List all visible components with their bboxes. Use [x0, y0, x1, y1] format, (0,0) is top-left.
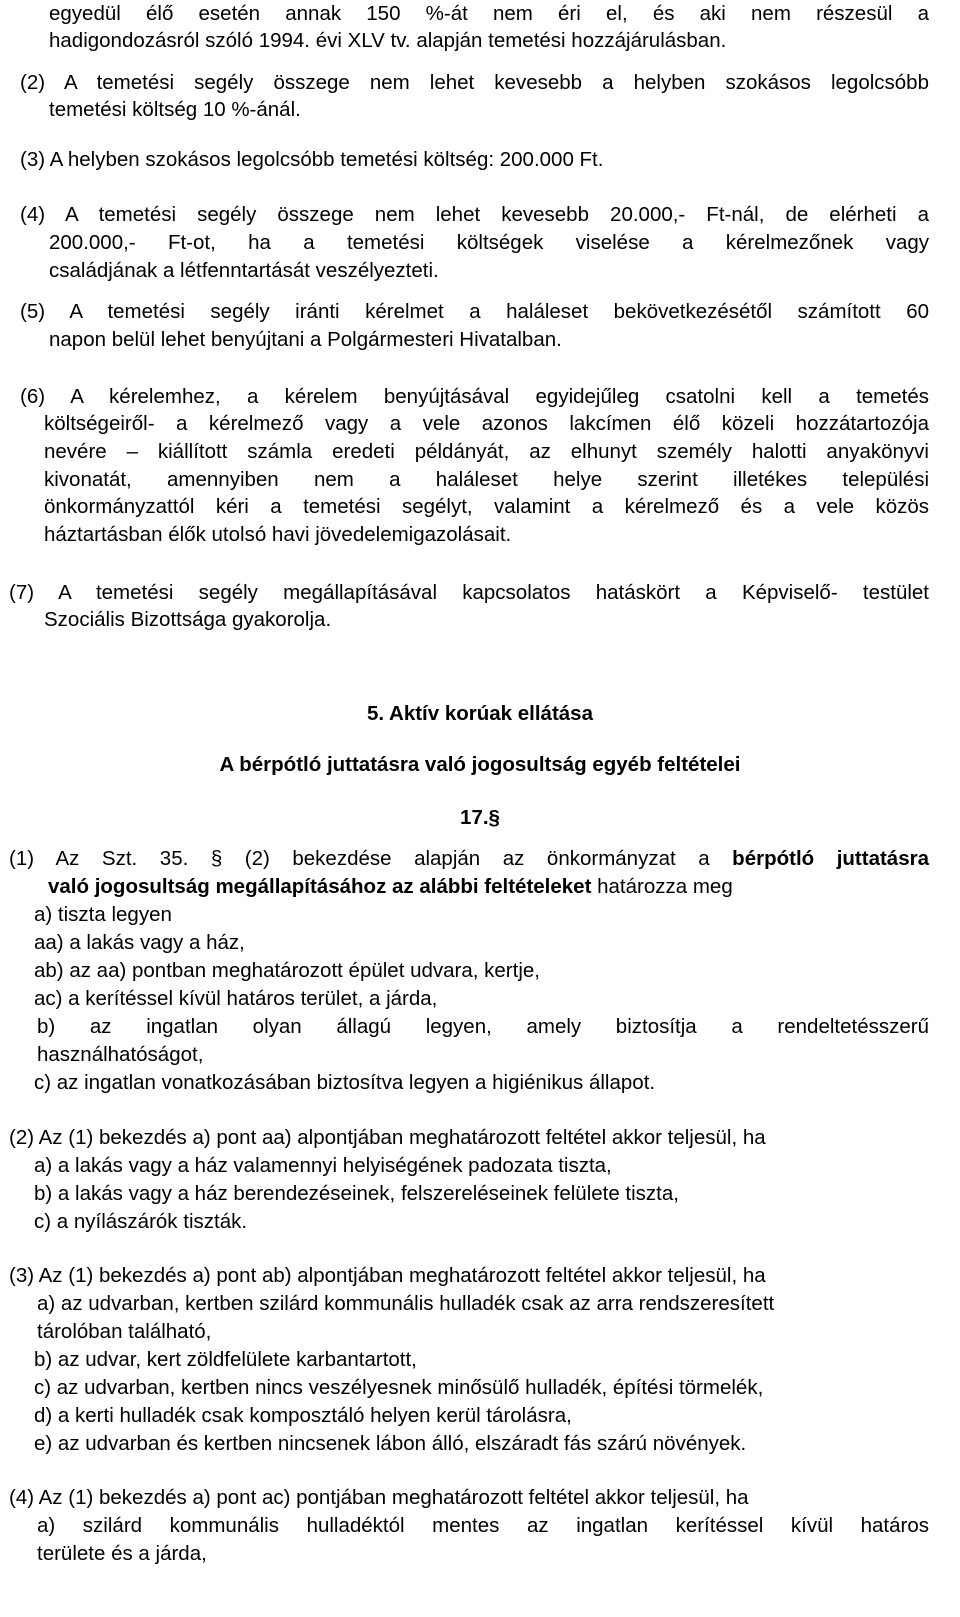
paragraph-line: Szociális Bizottsága gyakorolja.	[44, 608, 332, 631]
list-item: c) az udvarban, kertben nincs veszélyesnek minősülő hulladék, építési törmelék,	[34, 1376, 764, 1399]
paragraph-line: temetési költség 10 %-ánál.	[49, 98, 301, 121]
list-item: a) az udvarban, kertben szilárd kommunális hulladék csak az arra rendszeresített	[37, 1292, 775, 1315]
paragraph-line: (2) Az (1) bekezdés a) pont aa) alpontjában meghatározott feltétel akkor teljesül, ha	[9, 1126, 766, 1149]
paragraph-line: (6) A kérelemhez, a kérelem benyújtásával egyidejűleg csatolni kell a temetés	[20, 385, 929, 408]
paragraph-line: háztartásban élők utolsó havi jövedelemigazolásait.	[44, 523, 512, 546]
list-item: ac) a kerítéssel kívül határos terület, a járda,	[34, 987, 438, 1010]
text-run: (1) Az Szt. 35. § (2) bekezdése alapján az önkormányzat a	[9, 847, 733, 870]
list-item: használhatóságot,	[37, 1043, 204, 1066]
paragraph-line: hadigondozásról szóló 1994. évi XLV tv. alapján temetési hozzájárulásban.	[49, 29, 727, 52]
list-item: területe és a járda,	[37, 1542, 207, 1565]
paragraph-line: egyedül élő esetén annak 150 %-át nem éri el, és aki nem részesül a	[49, 2, 929, 25]
paragraph-line: (2) A temetési segély összege nem lehet kevesebb a helyben szokásos legolcsóbb	[20, 71, 929, 94]
paragraph-line: napon belül lehet benyújtani a Polgármesteri Hivatalban.	[49, 328, 562, 351]
paragraph-line: önkormányzattól kéri a temetési segélyt, valamint a kérelmező és a vele közös	[44, 495, 929, 518]
paragraph-line: családjának a létfenntartását veszélyezteti.	[49, 259, 439, 282]
list-item: a) tiszta legyen	[34, 903, 172, 926]
bold-run: való jogosultság megállapításához az alábbi feltételeket	[48, 875, 592, 898]
list-item: b) az udvar, kert zöldfelülete karbantartott,	[34, 1348, 417, 1371]
section-heading	[0, 700, 960, 728]
paragraph-line: (3) Az (1) bekezdés a) pont ab) alpontjában meghatározott feltétel akkor teljesül, ha	[9, 1264, 766, 1287]
bold-run: bérpótló juttatásra	[732, 847, 929, 870]
heading-subtitle: A bérpótló juttatásra való jogosultság egyéb feltételei	[219, 753, 741, 776]
paragraph-line: (3) A helyben szokásos legolcsóbb temetési költség: 200.000 Ft.	[20, 148, 604, 171]
list-item: d) a kerti hulladék csak komposztáló helyen kerül tárolásra,	[34, 1404, 572, 1427]
list-item: c) az ingatlan vonatkozásában biztosítva legyen a higiénikus állapot.	[34, 1071, 656, 1094]
list-item: tárolóban található,	[37, 1320, 212, 1343]
list-item: b) a lakás vagy a ház berendezéseinek, felszereléseinek felülete tiszta,	[34, 1182, 679, 1205]
paragraph-line: költségeiről- a kérelmező vagy a vele azonos lakcímen élő közeli hozzátartozója	[44, 412, 929, 435]
list-item: e) az udvarban és kertben nincsenek lábon álló, elszáradt fás szárú növények.	[34, 1432, 747, 1455]
list-item: aa) a lakás vagy a ház,	[34, 931, 245, 954]
section-subheading	[0, 751, 960, 779]
section-sign: §	[488, 806, 500, 829]
section-number	[0, 804, 960, 832]
list-item: a) szilárd kommunális hulladéktól mentes az ingatlan kerítéssel kívül határos	[37, 1514, 929, 1537]
heading-chapter: 5. Aktív korúak ellátása	[366, 702, 593, 725]
paragraph-line: (4) Az (1) bekezdés a) pont ac) pontjában meghatározott feltétel akkor teljesül, ha	[9, 1486, 749, 1509]
paragraph-line: 200.000,- Ft-ot, ha a temetési költségek viselése a kérelmezőnek vagy	[49, 231, 929, 254]
text-run: határozza meg	[591, 875, 733, 898]
paragraph-line	[9, 845, 929, 873]
paragraph-line: (7) A temetési segély megállapításával kapcsolatos hatáskört a Képviselő- testület	[9, 581, 929, 604]
paragraph-line: (4) A temetési segély összege nem lehet kevesebb 20.000,- Ft-nál, de elérheti a	[20, 203, 929, 226]
paragraph-line	[48, 873, 733, 901]
paragraph-line: nevére – kiállított számla eredeti példányát, az elhunyt személy halotti anyakönyvi	[44, 440, 929, 463]
paragraph-line: (5) A temetési segély iránti kérelmet a haláleset bekövetkezésétől számított 60	[20, 300, 929, 323]
paragraph-line: kivonatát, amennyiben nem a haláleset helye szerint illetékes települési	[44, 468, 929, 491]
list-item: ab) az aa) pontban meghatározott épület udvara, kertje,	[34, 959, 540, 982]
list-item: c) a nyílászárók tiszták.	[34, 1210, 248, 1233]
list-item: a) a lakás vagy a ház valamennyi helyiségének padozata tiszta,	[34, 1154, 612, 1177]
list-item: b) az ingatlan olyan állagú legyen, amely biztosítja a rendeltetésszerű	[37, 1015, 929, 1038]
section-number-text: 17.	[460, 806, 489, 829]
